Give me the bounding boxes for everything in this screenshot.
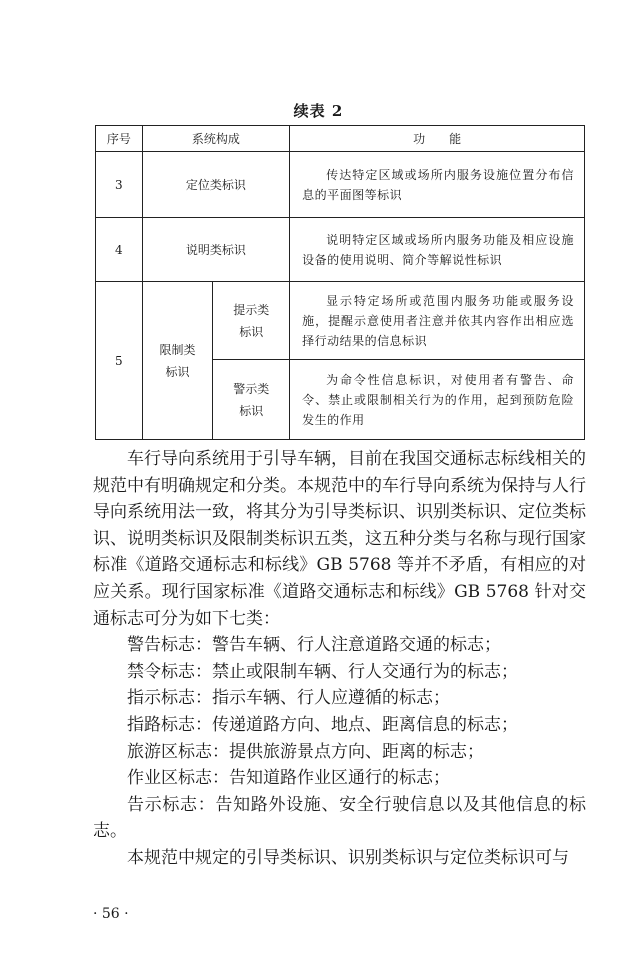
row-function: 说明特定区域或场所内服务功能及相应设施设备的使用说明、简介等解说性标识 — [302, 232, 574, 267]
subrow-label-cell — [213, 282, 290, 360]
list-item: 指示标志：指示车辆、行人应遵循的标志； — [127, 688, 450, 709]
list-item: 旅游区标志：提供旅游景点方向、距离的标志； — [127, 741, 484, 762]
row-function-cell — [290, 152, 585, 218]
subrow-label: 提示类标识 — [233, 302, 270, 339]
subrow-label-cell — [213, 360, 290, 440]
subrow-label: 警示类标识 — [233, 381, 270, 418]
list-item: 作业区标志：告知道路作业区通行的标志； — [127, 768, 450, 789]
row-function: 显示特定场所或范围内服务功能或服务设施，提醒示意使用者注意并依其内容作出相应选择行动结果的信息标识 — [302, 293, 574, 348]
list-item: 告示标志：告知路外设施、安全行驶信息以及其他信息的标志。 — [93, 794, 586, 842]
row-function-cell — [290, 282, 585, 360]
row-function-cell — [290, 218, 585, 282]
row-function-cell — [290, 360, 585, 440]
header-function: 功 能 — [290, 126, 585, 152]
row-system: 定位类标识 — [142, 152, 289, 218]
row-system: 说明类标识 — [142, 218, 289, 282]
row-system: 限制类标识 — [159, 342, 196, 379]
body-text — [93, 446, 586, 872]
table-row — [96, 282, 585, 360]
paragraph: 本规范中规定的引导类标识、识别类标识与定位类标识可与 — [127, 847, 569, 868]
header-no: 序号 — [96, 126, 143, 152]
page-number: · 56 · — [93, 906, 129, 922]
table-row — [96, 218, 585, 282]
header-system: 系统构成 — [142, 126, 289, 152]
table-header-row — [96, 126, 585, 152]
list-item: 警告标志：警告车辆、行人注意道路交通的标志； — [127, 635, 501, 656]
row-function: 为命令性信息标识，对使用者有警告、命令、禁止或限制相关行为的作用，起到预防危险发生的作用 — [302, 372, 574, 427]
list-item: 指路标志：传递道路方向、地点、距离信息的标志； — [127, 714, 518, 735]
row-no: 3 — [96, 152, 143, 218]
table-title: 续表 2 — [293, 102, 344, 120]
row-function: 传达特定区域或场所内服务设施位置分布信息的平面图等标识 — [302, 167, 574, 202]
paragraph: 车行导向系统用于引导车辆，目前在我国交通标志标线相关的规范中有明确规定和分类。本规范中的车行导向系统为保持与人行导向系统用法一致，将其分为引导类标识、识别类标识、定位类标识、说明类标识及限制类标识五类，这五种分类与名称与现行国家标准《道路交通标志和标线》GB 5768 等并不矛盾，有相应的对应关系。现行国家标准《道路交通标志和标线》GB 5768 针对交通标志可分为如下七类： — [93, 449, 586, 629]
table-row — [96, 152, 585, 218]
row-no: 5 — [96, 282, 143, 440]
row-no: 4 — [96, 218, 143, 282]
list-item: 禁令标志：禁止或限制车辆、行人交通行为的标志； — [127, 661, 518, 682]
row-system-cell — [142, 282, 213, 440]
spec-table — [95, 125, 585, 440]
